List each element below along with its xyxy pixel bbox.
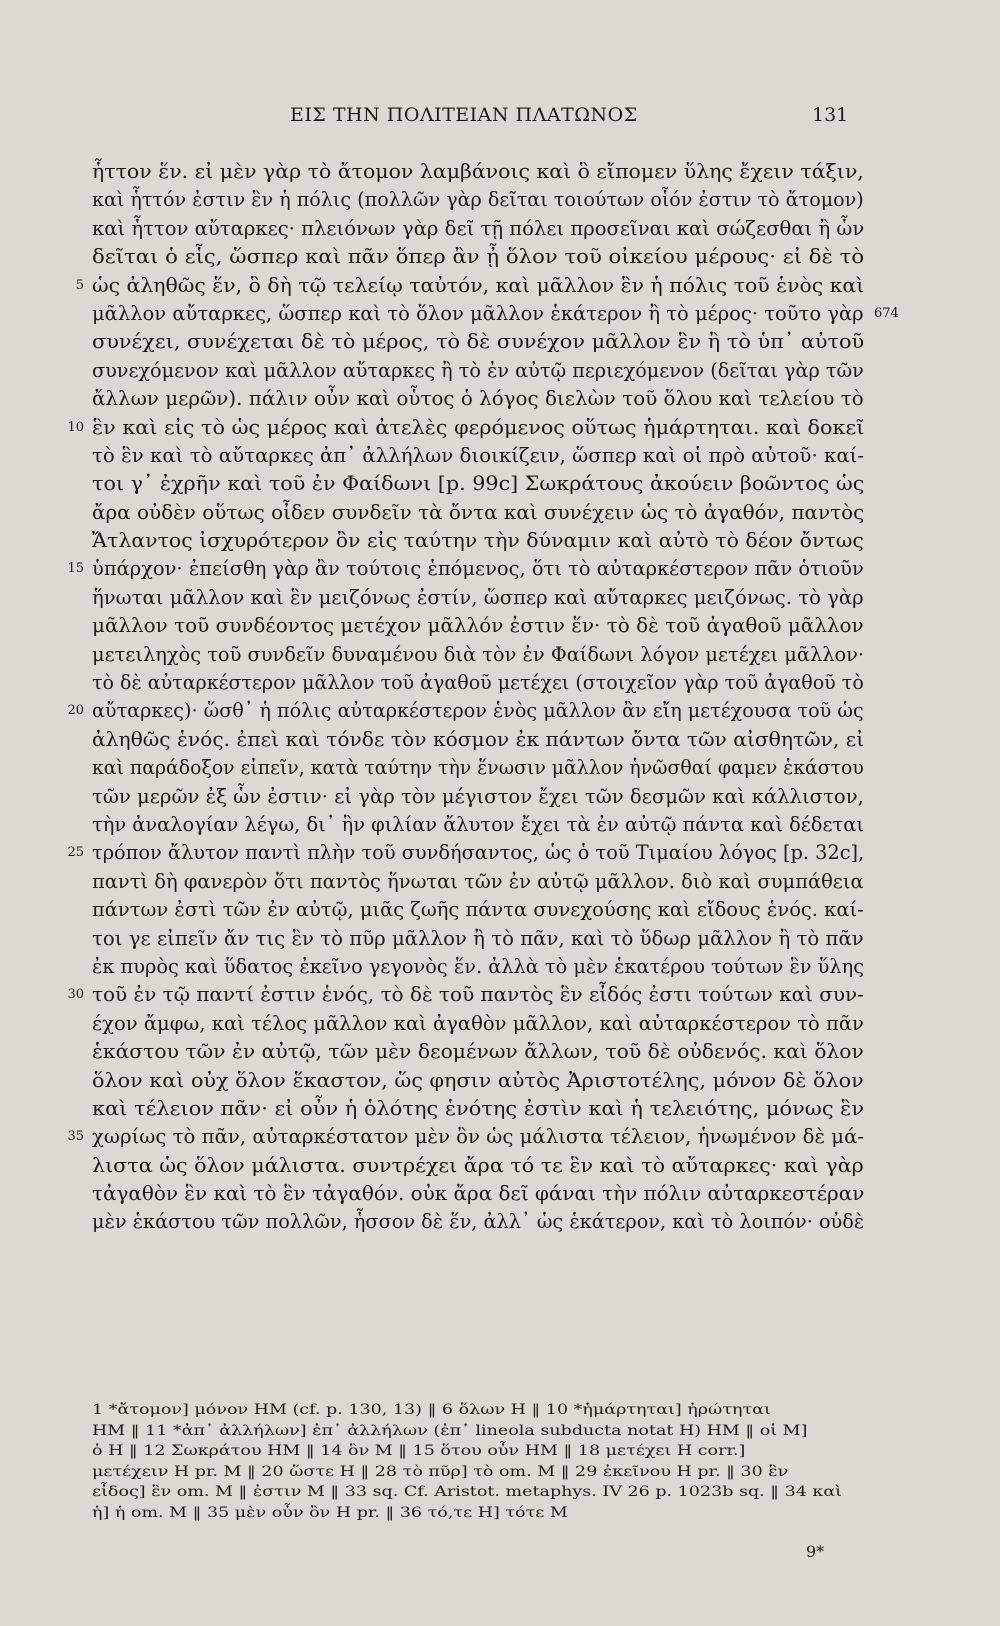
text-line bbox=[92, 158, 864, 186]
line-text: δεῖται ὁ εἷς, ὥσπερ καὶ πᾶν ὅπερ ἂν ᾖ ὅλον τοῦ οἰκείου μέρους· εἰ δὲ τὸ bbox=[92, 245, 865, 269]
line-text: καὶ ἧττόν ἐστιν ἓν ἡ πόλις (πολλῶν γὰρ δεῖται τοιούτων οἷόν ἐστιν τὸ ἄτομον) bbox=[92, 188, 864, 212]
line-text: ἄρα οὐδὲν οὕτως οἶδεν συνδεῖν τὰ ὄντα καὶ συνέχειν ὡς τὸ ἀγαθόν, παντὸς bbox=[92, 500, 865, 524]
text-line bbox=[92, 357, 864, 385]
line-text: μᾶλλον τοῦ συνδέοντος μετέχον μᾶλλόν ἐστιν ἕν· τὸ δὲ τοῦ ἀγαθοῦ μᾶλλον bbox=[92, 614, 864, 638]
text-line bbox=[92, 896, 864, 924]
line-text: ἐκ πυρὸς καὶ ὕδατος ἐκεῖνο γεγονὸς ἕν. ἀλλὰ τὸ μὲν ἑκατέρου τούτων ἓν ὕλης bbox=[92, 954, 865, 978]
page-number: 131 bbox=[812, 104, 849, 126]
line-text: συνέχει, συνέχεται δὲ τὸ μέρος, τὸ δὲ συνέχον μᾶλλον ἓν ἢ τὸ ὑπ᾿ αὐτοῦ bbox=[92, 330, 865, 354]
line-text: τὸ ἓν καὶ τὸ αὔταρκες ἀπ᾿ ἀλλήλων διοικίζειν, ὥσπερ καὶ οἱ πρὸ αὐτοῦ· καί- bbox=[92, 443, 865, 467]
line-text: ὡς ἀληθῶς ἕν, ὃ δὴ τῷ τελείῳ ταὐτόν, καὶ μᾶλλον ἓν ἡ πόλις τοῦ ἑνὸς καὶ bbox=[92, 273, 865, 297]
text-line bbox=[92, 385, 864, 413]
text-line bbox=[92, 328, 864, 356]
text-line bbox=[92, 811, 864, 839]
text-line bbox=[92, 300, 899, 328]
footnote-line: HM ‖ 11 *ἀπ᾿ ἀλλήλων] ἐπ᾿ ἀλλήλων (ἐπ᾿ lineola subducta notat H) HM ‖ οἱ M] bbox=[92, 1422, 808, 1439]
margin-reference: 674 bbox=[874, 305, 899, 321]
line-text: ἄλλων μερῶν). πάλιν οὖν καὶ οὗτος ὁ λόγος διελὼν τοῦ ὅλου καὶ τελείου τὸ bbox=[92, 387, 864, 411]
text-line bbox=[92, 186, 864, 214]
text-line bbox=[92, 868, 864, 896]
line-text: μᾶλλον αὔταρκες, ὥσπερ καὶ τὸ ὅλον μᾶλλον ἑκάτερον ἢ τὸ μέρος· τοῦτο γὰρ bbox=[92, 301, 864, 325]
text-line bbox=[92, 243, 864, 271]
main-text bbox=[67, 158, 899, 1237]
line-text: έχον ἄμφω, καὶ τέλος μᾶλλον καὶ ἀγαθὸν μᾶλλον, καὶ αὐταρκέστερον τὸ πᾶν bbox=[92, 1011, 864, 1035]
text-line bbox=[92, 1208, 864, 1236]
running-title: ΕΙΣ ΤΗΝ ΠΟΛΙΤΕΙΑΝ ΠΛΑΤΩΝΟΣ bbox=[290, 104, 638, 126]
line-text: καὶ ἧττον αὔταρκες· πλειόνων γὰρ δεῖ τῇ πόλει προσεῖναι καὶ σώζεσθαι ἢ ὧν bbox=[92, 216, 865, 240]
text-line bbox=[92, 215, 864, 243]
line-text: τρόπον ἄλυτον παντὶ πλὴν τοῦ συνδήσαντος, ὡς ὁ τοῦ Τιμαίου λόγος [p. 32c], bbox=[92, 841, 865, 865]
text-line bbox=[67, 839, 865, 867]
line-text: τοι γε εἰπεῖν ἄν τις ἓν τὸ πῦρ μᾶλλον ἢ τὸ πᾶν, καὶ τὸ ὕδωρ μᾶλλον ἢ τὸ πᾶν bbox=[92, 926, 864, 950]
text-line bbox=[92, 612, 864, 640]
line-text: καὶ παράδοξον εἰπεῖν, κατὰ ταύτην τὴν ἕνωσιν μᾶλλον ἡνῶσθαί φαμεν ἑκάστου bbox=[92, 756, 864, 780]
text-line bbox=[67, 1123, 865, 1151]
text-line bbox=[92, 641, 864, 669]
line-number: 20 bbox=[67, 703, 84, 719]
footnote-line: ὁ H ‖ 12 Σωκράτου HM ‖ 14 ὃν M ‖ 15 ὅτου οὖν HM ‖ 18 μετέχει H corr.] bbox=[92, 1443, 746, 1459]
text-line bbox=[92, 925, 864, 953]
text-line bbox=[92, 783, 864, 811]
text-line bbox=[92, 754, 864, 782]
text-line bbox=[92, 499, 864, 527]
line-text: τἀγαθὸν ἓν καὶ τὸ ἓν τἀγαθόν. οὐκ ἄρα δεῖ φάναι τὴν πόλιν αὐταρκεστέραν bbox=[92, 1182, 865, 1206]
line-text: μὲν ἑκάστου τῶν πολλῶν, ἧσσον δὲ ἕν, ἀλλ᾿ ὡς ἑκάτερον, καὶ τὸ λοιπόν· οὐδὲ bbox=[92, 1210, 865, 1234]
line-number: 5 bbox=[75, 277, 84, 293]
line-text: ἓν καὶ εἰς τὸ ὡς μέρος καὶ ἀτελὲς φερόμενος οὕτως ἡμάρτηται. καὶ δοκεῖ bbox=[92, 415, 865, 439]
line-text: τῶν μερῶν ἐξ ὧν ἐστιν· εἰ γὰρ τὸν μέγιστον ἔχει τῶν δεσμῶν καὶ κάλλιστον, bbox=[92, 784, 864, 808]
line-text: παντὶ δὴ φανερὸν ὅτι παντὸς ἥνωται τῶν ἐν αὐτῷ μᾶλλον. διὸ καὶ συμπάθεια bbox=[92, 869, 864, 893]
text-line bbox=[92, 726, 864, 754]
line-text: ἥνωται μᾶλλον καὶ ἓν μειζόνως ἐστίν, ὥσπερ καὶ αὔταρκες μειζόνως. τὸ γὰρ bbox=[92, 585, 864, 609]
line-number: 35 bbox=[67, 1129, 84, 1145]
text-line bbox=[92, 470, 864, 498]
line-number: 10 bbox=[67, 419, 84, 435]
line-text: συνεχόμενον καὶ μᾶλλον αὔταρκες ἢ τὸ ἐν αὐτῷ περιεχόμενον (δεῖται γὰρ τῶν bbox=[92, 358, 864, 382]
text-line bbox=[92, 1038, 864, 1066]
text-line bbox=[67, 697, 864, 725]
line-text: ὑπάρχον· ἐπείσθη γὰρ ἂν τούτοις ἑπόμενος, ὅτι τὸ αὐταρκέστερον πᾶν ὁτιοῦν bbox=[92, 557, 864, 581]
page-header bbox=[0, 100, 1000, 130]
text-line bbox=[92, 442, 864, 470]
text-line bbox=[92, 527, 864, 555]
line-number: 15 bbox=[67, 561, 84, 577]
line-text: τοι γ᾿ ἐχρῆν καὶ τοῦ ἐν Φαίδωνι [p. 99c] Σωκράτους ἀκούειν βοῶντος ὡς bbox=[92, 472, 865, 496]
line-text: ἑκάστου τῶν ἐν αὐτῷ, τῶν μὲν δεομένων ἄλλων, τοῦ δὲ οὐδενός. καὶ ὅλον bbox=[92, 1040, 864, 1064]
line-text: τὴν ἀναλογίαν λέγω, δι᾿ ἣν φιλίαν ἄλυτον ἔχει τὰ ἐν αὐτῷ πάντα καὶ δέδεται bbox=[92, 812, 864, 836]
critical-apparatus bbox=[92, 1400, 864, 1523]
line-text: ἧττον ἕν. εἰ μὲν γὰρ τὸ ἄτομον λαμβάνοις καὶ ὃ εἴπομεν ὕλης ἔχειν τάξιν, bbox=[92, 160, 864, 183]
text-line bbox=[67, 414, 865, 442]
line-text: τὸ δὲ αὐταρκέστερον μᾶλλον τοῦ ἀγαθοῦ μετέχει (στοιχεῖον γὰρ τοῦ ἀγαθοῦ τὸ bbox=[92, 671, 864, 695]
text-line bbox=[92, 584, 864, 612]
text-line bbox=[92, 1180, 864, 1208]
line-text: πάντων ἐστὶ τῶν ἐν αὐτῷ, μιᾶς ζωῆς πάντα συνεχούσης καὶ εἴδους ἑνός. καί- bbox=[92, 898, 864, 922]
text-line bbox=[67, 555, 864, 583]
footnote-line: 1 *ἄτομον] μόνον HM (cf. p. 130, 13) ‖ 6 ὅλων H ‖ 10 *ἡμάρτηται] ἠρώτηται bbox=[92, 1402, 771, 1418]
line-text: χωρίως τὸ πᾶν, αὐταρκέστατον μὲν ὂν ὡς μάλιστα τέλειον, ἡνωμένον δὲ μά- bbox=[92, 1125, 865, 1149]
text-line bbox=[92, 1010, 864, 1038]
line-text: ὅλον καὶ οὐχ ὅλον ἕκαστον, ὥς φησιν αὐτὸς Ἀριστοτέλης, μόνον δὲ ὅλον bbox=[92, 1068, 864, 1092]
text-line bbox=[67, 981, 864, 1009]
text-line bbox=[92, 1067, 864, 1095]
line-text: μετειληχὸς τοῦ συνδεῖν δυναμένου διὰ τὸν ἐν Φαίδωνι λόγον μετέχει μᾶλλον· bbox=[92, 642, 865, 666]
line-text: ἀληθῶς ἑνός. ἐπεὶ καὶ τόνδε τὸν κόσμον ἐκ πάντων ὄντα τῶν αἰσθητῶν, εἰ bbox=[92, 727, 865, 751]
line-text: Ἄτλαντος ἰσχυρότερον ὃν εἰς ταύτην τὴν δύναμιν καὶ αὐτὸ τὸ δέον ὄντως bbox=[92, 529, 864, 553]
line-number: 30 bbox=[67, 987, 84, 1003]
footnote-line: εἶδος] ἓν om. M ‖ ἐστιν M ‖ 33 sq. Cf. Aristot. metaphys. IV 26 p. 1023b sq. ‖ 34 καὶ bbox=[92, 1484, 843, 1500]
text-line bbox=[92, 953, 864, 981]
line-text: αὔταρκες)· ὥσθ᾿ ἡ πόλις αὐταρκέστερον ἑνὸς μᾶλλον ἂν εἴη μετέχουσα τοῦ ὡς bbox=[92, 699, 864, 723]
line-number: 25 bbox=[67, 845, 84, 861]
line-text: καὶ τέλειον πᾶν· εἰ οὖν ἡ ὁλότης ἑνότης ἐστὶν καὶ ἡ τελειότης, μόνως ἓν bbox=[92, 1096, 865, 1120]
text-line bbox=[92, 1152, 864, 1180]
text-line bbox=[92, 669, 864, 697]
footnote-line: μετέχειν H pr. M ‖ 20 ὥστε H ‖ 28 τὸ πῦρ] τὸ om. M ‖ 29 ἐκεῖνου H pr. ‖ 30 ἓν bbox=[92, 1463, 789, 1480]
text-line bbox=[75, 272, 865, 300]
line-text: τοῦ ἐν τῷ παντί ἐστιν ἑνός, τὸ δὲ τοῦ παντὸς ἓν εἶδός ἐστι τούτων καὶ συν- bbox=[92, 983, 864, 1007]
line-text: λιστα ὡς ὅλον μάλιστα. συντρέχει ἄρα τό τε ἓν καὶ τὸ αὔταρκες· καὶ γὰρ bbox=[92, 1153, 864, 1177]
signature-mark: 9* bbox=[806, 1542, 825, 1561]
footnote-line: ἡ] ἡ om. M ‖ 35 μὲν οὖν ὂν H pr. ‖ 36 τό,τε H] τότε M bbox=[92, 1504, 568, 1521]
text-line bbox=[92, 1095, 864, 1123]
